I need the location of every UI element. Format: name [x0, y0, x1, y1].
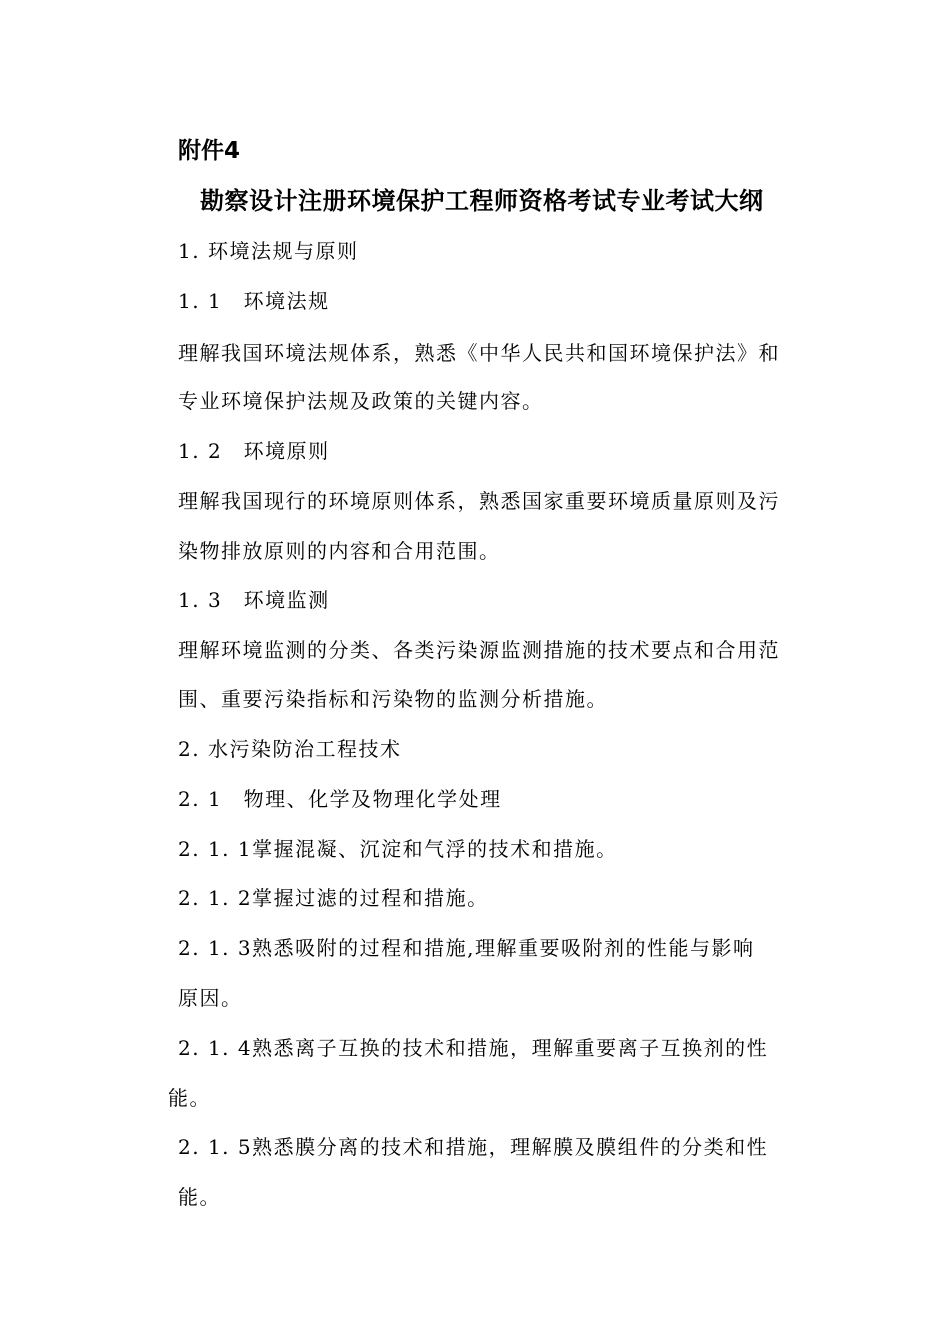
list-item: 2. 1. 1掌握混凝、沉淀和气浮的技术和措施。 [178, 837, 618, 861]
list-item: 2. 1. 3熟悉吸附的过程和措施,理解重要吸附剂的性能与影响 [178, 936, 755, 960]
list-item-continuation: 能。 [168, 1086, 211, 1110]
paragraph-line: 理解我国现行的环境原则体系，熟悉国家重要环境质量原则及污 [178, 489, 780, 513]
subsection-heading: 2. 1 物理、化学及物理化学处理 [178, 787, 502, 811]
list-item: 2. 1. 4熟悉离子互换的技术和措施，理解重要离子互换剂的性 [178, 1036, 769, 1060]
list-item: 2. 1. 5熟悉膜分离的技术和措施，理解膜及膜组件的分类和性 [178, 1135, 769, 1159]
section-heading: 1. 环境法规与原则 [178, 239, 359, 263]
subsection-heading: 1. 1 环境法规 [178, 289, 330, 313]
annex-label: 附件4 [178, 138, 241, 164]
subsection-heading: 1. 2 环境原则 [178, 439, 330, 463]
paragraph-line: 专业环境保护法规及政策的关键内容。 [178, 389, 544, 413]
paragraph-line: 染物排放原则的内容和合用范围。 [178, 539, 501, 563]
paragraph-line: 理解环境监测的分类、各类污染源监测措施的技术要点和合用范 [178, 638, 780, 662]
paragraph-line: 围、重要污染指标和污染物的监测分析措施。 [178, 687, 608, 711]
list-item: 2. 1. 2掌握过滤的过程和措施。 [178, 886, 489, 910]
list-item-continuation: 能。 [178, 1185, 221, 1209]
paragraph-line: 理解我国环境法规体系，熟悉《中华人民共和国环境保护法》和 [178, 341, 780, 365]
list-item-continuation: 原因。 [178, 986, 243, 1010]
section-heading: 2. 水污染防治工程技术 [178, 737, 402, 761]
subsection-heading: 1. 3 环境监测 [178, 588, 330, 612]
document-title: 勘察设计注册环境保护工程师资格考试专业考试大纲 [200, 187, 764, 215]
